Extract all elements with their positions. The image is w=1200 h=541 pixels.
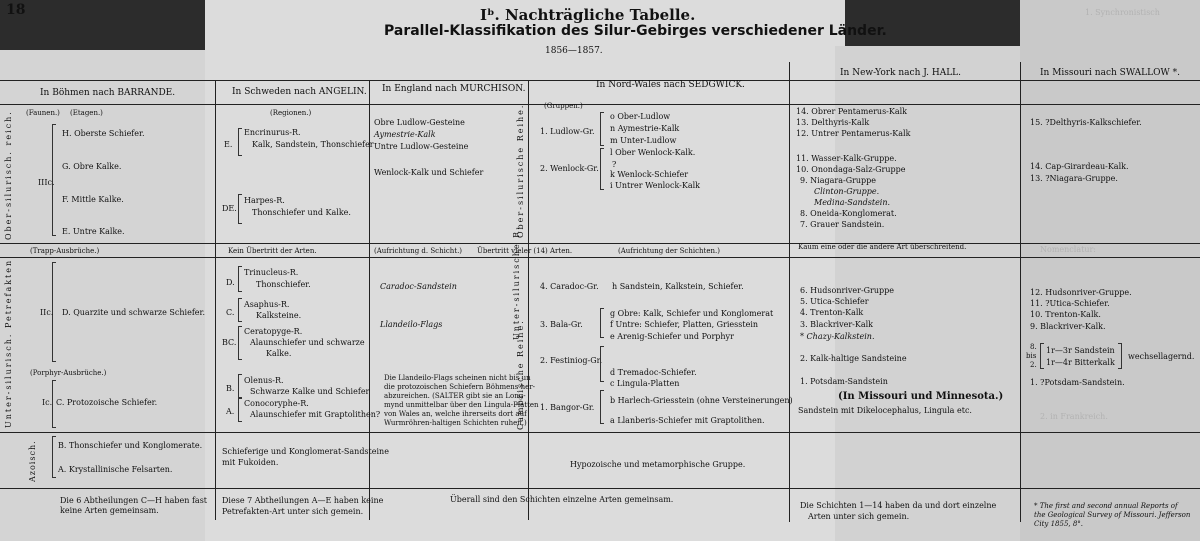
schweden-b-desc: Schwarze Kalke und Schiefer <box>250 387 370 396</box>
wales-festiniog-gr: 2. Festiniog-Gr. <box>540 356 603 365</box>
schweden-brace-de <box>238 194 242 224</box>
newyork-3: 3. Blackriver-Kalk <box>800 320 874 329</box>
schweden-de-label: DE. <box>222 204 237 213</box>
england-note1: Die Llandeilo-Flags scheinen nicht bis un <box>384 374 531 382</box>
boehmen-label-iii: IIIc. <box>38 178 55 187</box>
newyork-sandstein: Sandstein mit Dikelocephalus, Lingula etc. <box>798 406 972 415</box>
schweden-bc-desc2: Kalke. <box>266 349 292 358</box>
wales-hypozoisch: Hypozoische und metamorphische Gruppe. <box>570 460 746 469</box>
newyork-1: 1. Potsdam-Sandstein <box>800 377 888 386</box>
schweden-brace-e <box>238 128 242 156</box>
boehmen-e: E. Untre Kalke. <box>62 227 125 236</box>
newyork-12: 12. Untrer Pentamerus-Kalk <box>796 129 911 138</box>
header-boehmen: In Böhmen nach BARRANDE. <box>40 88 176 98</box>
wales-bangor-gr: 1. Bangor-Gr. <box>540 403 595 412</box>
missouri-14: 14. Cap-Girardeau-Kalk. <box>1030 162 1129 171</box>
schweden-footer1: Diese 7 Abtheilungen A—E haben keine <box>222 496 384 505</box>
missouri-wechsel: wechsellagernd. <box>1128 352 1195 361</box>
missouri-brace-right <box>1118 343 1122 369</box>
newyork-9: 9. Niagara-Gruppe <box>800 176 877 185</box>
wales-caradoc-gr: 4. Caradoc-Gr. <box>540 282 599 291</box>
england-llandeilo: Llandeilo-Flags <box>380 320 443 329</box>
wales-l: l Ober Wenlock-Kalk. <box>610 148 696 157</box>
missouri-bitter: 1r—4r Bitterkalk <box>1046 358 1115 367</box>
newyork-11: 11. Wasser-Kalk-Gruppe. <box>796 154 897 163</box>
newyork-chazy: * Chazy-Kalkstein. <box>800 332 875 341</box>
schweden-bc-label: BC. <box>222 338 237 347</box>
missouri-sand: 1r—3r Sandstein <box>1046 346 1115 355</box>
wales-g-obre: g Obre: Kalk, Schiefer und Konglomerat <box>610 309 774 318</box>
schweden-a-desc: Alaunschiefer mit Graptolithen? <box>250 410 381 419</box>
schweden-brace-c <box>238 298 242 322</box>
schweden-c-desc: Kalksteine. <box>256 311 302 320</box>
wales-vertical-upper: Ober-silurische Reihe. <box>516 103 525 238</box>
wales-h: h Sandstein, Kalkstein, Schiefer. <box>612 282 744 291</box>
newyork-13: 13. Delthyris-Kalk <box>796 118 870 127</box>
col-divider-1 <box>215 80 216 520</box>
schweden-brace-a <box>238 398 242 422</box>
schweden-a-name: Conocoryphe-R. <box>244 399 309 408</box>
sheet-far-right <box>1020 0 1200 541</box>
newyork-6: 6. Hudsonriver-Gruppe <box>800 286 895 295</box>
wales-i: i Untrer Wenlock-Kalk <box>610 181 701 190</box>
boehmen-brace-azoisch <box>52 436 56 478</box>
boehmen-d: D. Quarzite und schwarze Schiefer. <box>62 308 206 317</box>
england-uebertritt: Übertritt vieler (14) Arten. <box>477 247 573 255</box>
schweden-b-label: B. <box>226 384 235 393</box>
england-note6: Wurmröhren-haltigen Schichten ruhen.) <box>384 419 527 427</box>
schweden-c-label: C. <box>226 308 235 317</box>
schweden-e-desc: Kalk, Sandstein, Thonschiefer <box>252 140 374 149</box>
boehmen-faunen: (Faunen.) <box>26 109 60 117</box>
schweden-brace-d <box>238 266 242 292</box>
boehmen-f: F. Mittle Kalke. <box>62 195 124 204</box>
wales-n: n Aymestrie-Kalk <box>610 124 680 133</box>
boehmen-porphyr: (Porphyr-Ausbrüche.) <box>30 369 107 377</box>
newyork-7: 7. Grauer Sandstein. <box>800 220 885 229</box>
page-subtitle: Parallel-Klassifikation des Silur-Gebirges verschiedener Länder. <box>384 23 887 39</box>
boehmen-trapp: (Trapp-Ausbrüche.) <box>30 247 100 255</box>
schweden-b-name: Olenus-R. <box>244 376 284 385</box>
missouri-15: 15. ?Delthyris-Kalkschiefer. <box>1030 118 1142 127</box>
newyork-in-missouri: (In Missouri und Minnesota.) <box>838 391 1004 402</box>
wales-ludlow-gr: 1. Ludlow-Gr. <box>540 127 595 136</box>
wales-aufrichtung: (Aufrichtung der Schichten.) <box>618 247 720 255</box>
wales-q: ? <box>612 160 617 169</box>
england-untre-ludlow: Untre Ludlow-Gesteine <box>374 142 469 151</box>
missouri-brace-left <box>1040 343 1044 369</box>
wales-k: k Wenlock-Schiefer <box>610 170 689 179</box>
missouri-11: 11. ?Utica-Schiefer. <box>1030 299 1110 308</box>
schweden-a-label: A. <box>226 407 235 416</box>
schweden-footer2: Petrefakten-Art unter sich gemein. <box>222 507 364 516</box>
missouri-13: 13. ?Niagara-Gruppe. <box>1030 174 1118 183</box>
header-missouri: In Missouri nach SWALLOW *. <box>1040 68 1180 78</box>
england-note5: von Wales an, welche ihrerseits dort auf <box>384 410 527 418</box>
boehmen-label-i: Ic. <box>42 398 53 407</box>
schweden-kein: Kein Übertritt der Arten. <box>228 247 317 255</box>
schweden-c-name: Asaphus-R. <box>244 300 290 309</box>
boehmen-a: A. Krystallinische Felsarten. <box>58 465 173 474</box>
header-england: In England nach MURCHISON. <box>382 84 526 94</box>
wales-d: d Tremadoc-Schiefer. <box>610 368 697 377</box>
schweden-e-label: E. <box>224 140 233 149</box>
newyork-medina: Medina-Sandstein. <box>814 198 891 207</box>
schweden-brace-b <box>238 374 242 398</box>
england-note4: mynd unmittelbar über den Lingula-Platten <box>384 401 539 409</box>
schweden-de-desc: Thonschiefer und Kalke. <box>252 208 351 217</box>
newyork-14: 14. Obrer Pentamerus-Kalk <box>796 107 908 116</box>
missouri-range-bottom: 2. <box>1030 361 1037 369</box>
schweden-schieferige1: Schieferige und Konglomerat-Sandsteine <box>222 447 389 456</box>
schweden-regionen: (Regionen.) <box>270 109 312 117</box>
wales-brace-wenlock <box>600 148 604 190</box>
england-aymestrie: Aymestrie-Kalk <box>374 130 436 139</box>
wales-wenlock-gr: 2. Wenlock-Gr. <box>540 164 599 173</box>
schweden-brace-bc <box>238 326 242 360</box>
sheet-middle <box>205 0 845 541</box>
header-newyork: In New-York nach J. HALL. <box>840 68 962 78</box>
schweden-bc-name: Ceratopyge-R. <box>244 327 303 336</box>
boehmen-g: G. Obre Kalke. <box>62 162 122 171</box>
wales-brace-bangor <box>600 390 604 424</box>
wales-m: m Unter-Ludlow <box>610 136 677 145</box>
missouri-12: 12. Hudsonriver-Gruppe. <box>1030 288 1132 297</box>
wales-c: c Lingula-Platten <box>610 379 680 388</box>
boehmen-vertical-lower: Unter-silurisch. Petrefakten <box>4 258 13 428</box>
schweden-d-name: Trinucleus-R. <box>244 268 299 277</box>
wales-brace-bala <box>600 308 604 338</box>
newyork-8: 8. Oneida-Konglomerat. <box>800 209 897 218</box>
newyork-2: 2. Kalk-haltige Sandsteine <box>800 354 907 363</box>
england-obre-ludlow: Obre Ludlow-Gesteine <box>374 118 465 127</box>
wales-brace-ludlow <box>600 112 604 146</box>
missouri-footnote1: * The first and second annual Reports of <box>1034 502 1178 510</box>
england-wenlock: Wenlock-Kalk und Schiefer <box>374 168 484 177</box>
page-years: 1856—1857. <box>545 46 603 56</box>
england-caradoc: Caradoc-Sandstein <box>380 282 457 291</box>
newyork-5: 5. Utica-Schiefer <box>800 297 869 306</box>
boehmen-etagen: (Etagen.) <box>70 109 103 117</box>
boehmen-b: B. Thonschiefer und Konglomerate. <box>58 441 203 450</box>
england-footer: Überall sind den Schichten einzelne Arten gemeinsam. <box>450 495 674 504</box>
page-number: 18 <box>6 2 26 18</box>
boehmen-footer: Die 6 Abtheilungen C—H haben fast keine Arten gemeinsam. <box>60 496 208 515</box>
wales-bala-gr: 3. Bala-Gr. <box>540 320 583 329</box>
page-title: Iᵇ. Nachträgliche Tabelle. <box>480 6 696 24</box>
england-aufrichtung: (Aufrichtung d. Schicht.) <box>374 247 463 255</box>
col-divider-4 <box>789 62 790 522</box>
wales-e: e Arenig-Schiefer und Porphyr <box>610 332 734 341</box>
newyork-10: 10. Onondaga-Salz-Gruppe <box>796 165 906 174</box>
missouri-10: 10. Trenton-Kalk. <box>1030 310 1101 319</box>
wales-b: b Harlech-Griesstein (ohne Versteinerungen) <box>610 396 793 405</box>
missouri-footnote3: City 1855, 8°. <box>1034 520 1084 528</box>
missouri-range-bis: bis <box>1026 352 1037 360</box>
schweden-bc-desc1: Alaunschiefer und schwarze <box>250 338 365 347</box>
wales-gruppen: (Gruppen.) <box>544 102 583 110</box>
england-note2: die protozoischen Schiefern Böhmens her- <box>384 383 535 391</box>
wales-vertical-cambrisch: Cambrische Reihe. <box>516 319 525 430</box>
newyork-kaum: Kaum eine oder die andere Art überschreitend. <box>798 243 967 251</box>
schweden-de-name: Harpes-R. <box>244 196 285 205</box>
newyork-4: 4. Trenton-Kalk <box>800 308 864 317</box>
col-divider-5 <box>1020 62 1021 522</box>
schweden-d-label: D. <box>226 278 235 287</box>
newyork-footer2: Arten unter sich gemein. <box>808 512 910 521</box>
england-note3: abzureichen. (SALTER gibt sie an Long- <box>384 392 526 400</box>
boehmen-vertical-azoisch: Azoisch. <box>28 440 37 482</box>
header-schweden: In Schweden nach ANGELIN. <box>232 87 367 97</box>
boehmen-c: C. Protozoische Schiefer. <box>56 398 158 407</box>
missouri-range-top: 8. <box>1030 343 1037 351</box>
wales-vertical-lower: Unter-silurische R. <box>512 225 521 340</box>
boehmen-vertical-upper: Ober-silurisch. reich. <box>4 110 13 240</box>
missouri-1: 1. ?Potsdam-Sandstein. <box>1030 378 1125 387</box>
missouri-9: 9. Blackriver-Kalk. <box>1030 322 1106 331</box>
schweden-e-name: Encrinurus-R. <box>244 128 301 137</box>
boehmen-h: H. Oberste Schiefer. <box>62 129 145 138</box>
newyork-clinton: Clinton-Gruppe. <box>814 187 880 196</box>
wales-a: a Llanberis-Schiefer mit Graptolithen. <box>610 416 765 425</box>
wales-f-untre: f Untre: Schiefer, Platten, Griesstein <box>610 320 759 329</box>
col-divider-3 <box>528 80 529 520</box>
schweden-schieferige2: mit Fukoiden. <box>222 458 279 467</box>
schweden-d-desc: Thonschiefer. <box>256 280 311 289</box>
boehmen-label-ii: IIc. <box>40 308 54 317</box>
missouri-footnote2: the Geological Survey of Missouri. Jefferson <box>1034 511 1191 519</box>
wales-o: o Ober-Ludlow <box>610 112 671 121</box>
header-wales: In Nord-Wales nach SEDGWICK. <box>596 80 745 90</box>
newyork-footer1: Die Schichten 1—14 haben da und dort einzelne <box>800 501 997 510</box>
wales-brace-festiniog <box>600 346 604 382</box>
